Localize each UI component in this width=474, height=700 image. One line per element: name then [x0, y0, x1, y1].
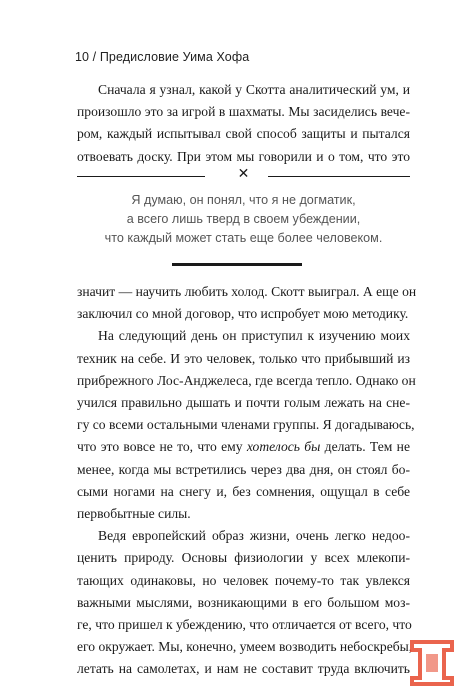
publisher-logo-icon	[408, 638, 458, 688]
text-line: ге, что пришел к убеждению, что отличается от всего, что	[77, 617, 412, 633]
text-line: ценить природу. Основы физиологии у всех млекопи-	[77, 550, 410, 566]
text-line: произошло это за игрой в шахматы. Мы засиделись вече-	[77, 104, 410, 120]
text-line: первобытные силы.	[77, 506, 191, 522]
text-line-italic-mixed	[77, 436, 410, 458]
text-line: его окружает. Мы, конечно, умеем возводить небоскребы,	[77, 639, 413, 655]
text-line: тающих одинаковы, но человек почему-то так увлекся	[77, 572, 410, 588]
quote-rule-bottom	[172, 263, 302, 266]
pull-quote	[77, 167, 410, 248]
text-line: значит — научить любить холод. Скотт выиграл. А еще он	[77, 284, 417, 299]
body-continuation	[77, 281, 417, 681]
text-line: заключил со мной договор, что испробует мою методику.	[77, 306, 409, 322]
italic-emphasis: хотелось бы	[246, 439, 321, 455]
text-line: менее, когда мы встретились через два дня, он стоял бо-	[77, 461, 410, 477]
cross-icon: ✕	[237, 166, 250, 182]
text-line: прибрежного Лос-Анджелеса, где всегда тепло. Однако он	[77, 372, 416, 388]
paragraph-1	[77, 79, 410, 168]
text-line: учился правильно дышать и почти голым лежать на сне-	[77, 395, 410, 411]
text-line: Сначала я узнал, какой у Скотта аналитический ум, и	[98, 82, 410, 97]
text-segment: делать. Тем не	[320, 439, 410, 455]
quote-rule-left	[77, 176, 205, 177]
text-line: важными мыслями, возникающими в его большом моз-	[77, 594, 410, 610]
quote-line: а всего лишь тверд в своем убеждении,	[126, 212, 361, 226]
text-segment: что это вовсе не то, что ему	[77, 439, 247, 455]
text-line: отвоевать доску. При этом мы говорили и о том, что это	[77, 148, 410, 164]
text-line: сыми ногами на снегу и, без сомнения, ощущал в себе	[77, 483, 410, 499]
running-head: 10 / Предисловие Уима Хофа	[75, 50, 250, 64]
quote-line: Я думаю, он понял, что я не догматик,	[131, 193, 356, 207]
text-line: На следующий день он приступил к изучению моих	[98, 328, 410, 344]
quote-text	[77, 191, 410, 248]
text-line: Ведя европейский образ жизни, очень легко недоо-	[98, 528, 410, 544]
quote-line: что каждый может стать еще более человеком.	[104, 231, 383, 245]
text-line: ром, каждый испытывал свой способ защиты и пытался	[77, 126, 410, 142]
text-line: гу со всеми остальными членами группы. Я догадываюсь,	[77, 417, 415, 433]
text-line: летать на самолетах, и нам не составит труда включить	[77, 661, 410, 677]
quote-rule-right	[268, 176, 410, 177]
text-line: техник на себе. И это человек, только что прибывший из	[77, 350, 410, 366]
